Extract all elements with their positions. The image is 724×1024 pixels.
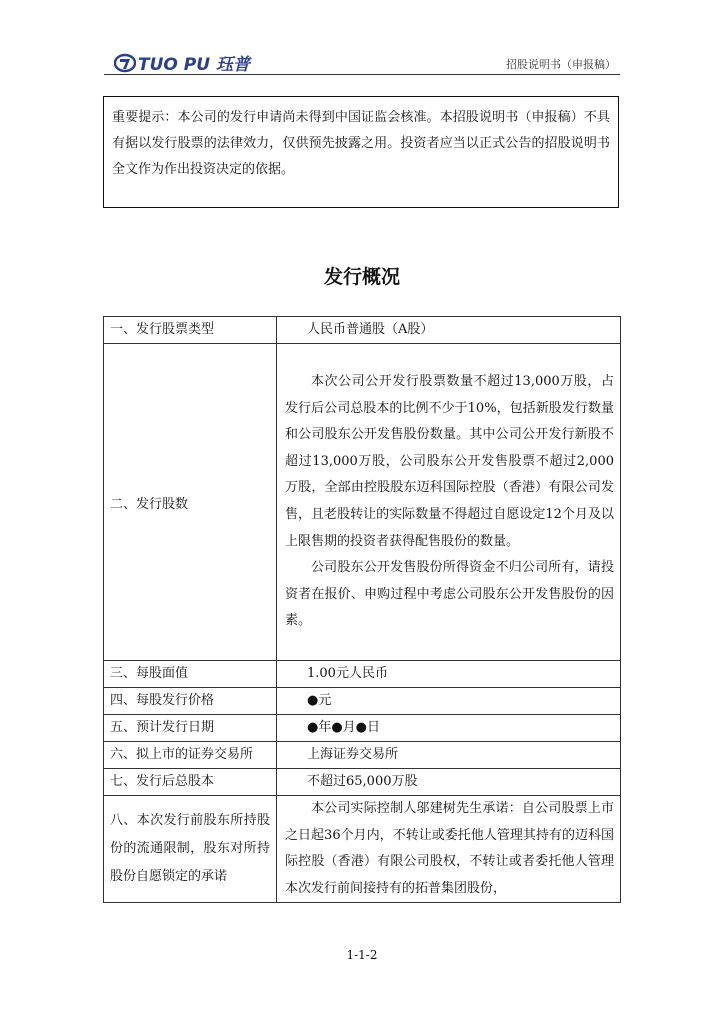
table-row	[104, 661, 621, 688]
company-logo	[114, 50, 250, 75]
logo-text: TUO PU 珏普	[138, 55, 250, 75]
table-row	[104, 317, 621, 344]
offering-summary-table	[103, 316, 621, 903]
page-title: 发行概况	[323, 266, 400, 288]
document-label: 招股说明书（申报稿）	[506, 58, 616, 71]
row-value: 人民币普通股（A股）	[277, 317, 621, 344]
row-key: 二、发行股数	[104, 344, 277, 661]
row-value: ●元	[277, 688, 621, 715]
row-key: 五、预计发行日期	[104, 715, 277, 742]
value-paragraph: 本公司实际控制人邬建树先生承诺：自公司股票上市之日起36个月内，不转让或委托他人管理其持有的迈科国际控股（香港）有限公司股权，不转让或者委托他人管理本次发行前间接持有的拓普集团股份，	[285, 801, 614, 896]
table-row	[104, 344, 621, 661]
value-paragraph: 公司股东公开发售股份所得资金不归公司所有，请投资者在报价、申购过程中考虑公司股东公开发售股份的因素。	[285, 560, 614, 629]
row-value: 上海证券交易所	[277, 742, 621, 769]
row-value: ●年●月●日	[277, 715, 621, 742]
logo-mark-icon	[114, 53, 136, 73]
table-row	[104, 769, 621, 796]
row-value	[277, 344, 621, 661]
row-value: 1.00元人民币	[277, 661, 621, 688]
table-row	[104, 688, 621, 715]
row-key: 一、发行股票类型	[104, 317, 277, 344]
table-row	[104, 715, 621, 742]
table-row	[104, 796, 621, 903]
table-row	[104, 742, 621, 769]
header-divider	[104, 74, 620, 75]
page-header	[104, 46, 620, 76]
row-key: 六、拟上市的证券交易所	[104, 742, 277, 769]
row-key: 七、发行后总股本	[104, 769, 277, 796]
row-value: 不超过65,000万股	[277, 769, 621, 796]
notice-text: 重要提示：本公司的发行申请尚未得到中国证监会核准。本招股说明书（申报稿）不具有据以发行股票的法律效力，仅供预先披露之用。投资者应当以正式公告的招股说明书全文作为作出投资决定的依据。	[112, 110, 610, 177]
value-paragraph: 本次公司公开发行股票数量不超过13,000万股，占发行后公司总股本的比例不少于10%，包括新股发行数量和公司股东公开发售股份数量。其中公司公开发行新股不超过13,000万股，公司股东公开发售股票不超过2,000万股，全部由控股股东迈科国际控股（香港）有限公司发售，且老股转让的实际数量不得超过自愿设定12个月及以上限售期的投资者获得配售股份的数量。	[285, 374, 614, 549]
row-key: 三、每股面值	[104, 661, 277, 688]
row-value	[277, 796, 621, 903]
important-notice-box	[103, 96, 619, 208]
page-number: 1-1-2	[346, 948, 378, 962]
row-key: 八、本次发行前股东所持股份的流通限制，股东对所持股份自愿锁定的承诺	[104, 796, 277, 903]
row-key: 四、每股发行价格	[104, 688, 277, 715]
